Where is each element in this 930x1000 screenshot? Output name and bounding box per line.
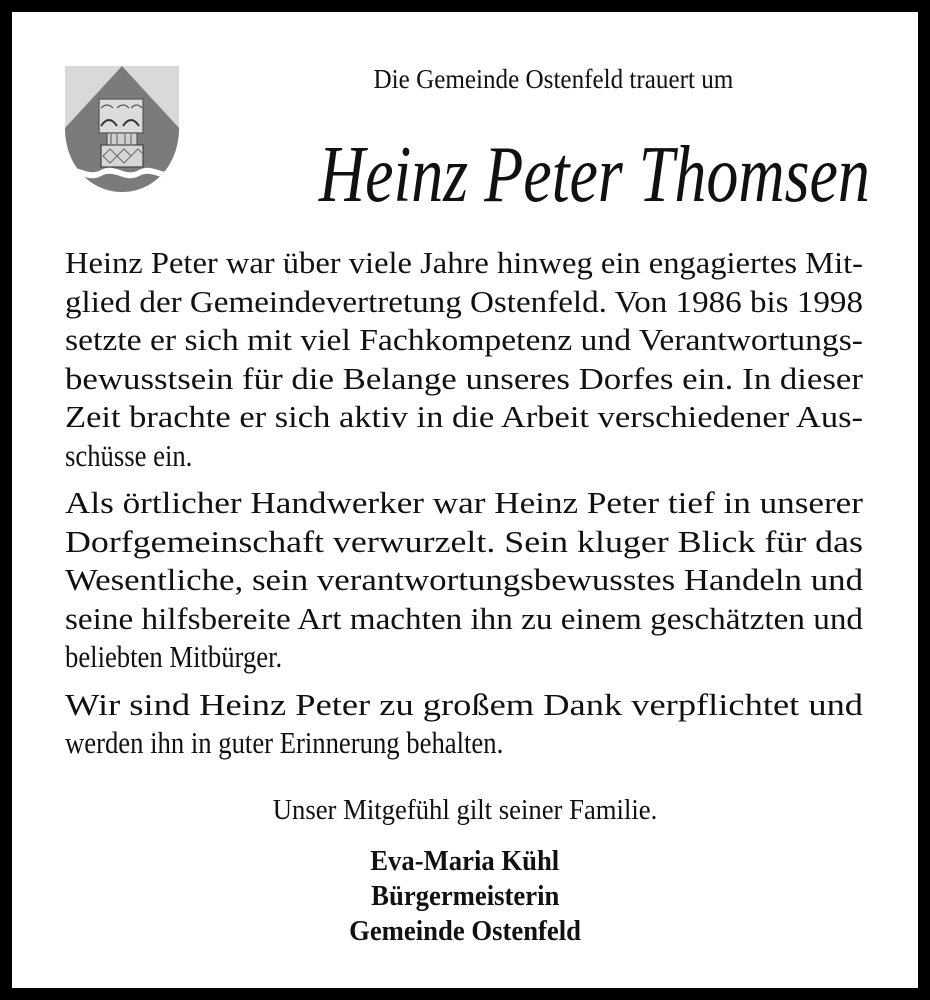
text-line: Als örtlicher Handwerker war Heinz Peter tief in unserer bbox=[65, 485, 863, 520]
text-line: bewusstsein für die Belange unseres Dorfes ein. In dieser bbox=[65, 360, 863, 396]
deceased-name bbox=[250, 130, 870, 220]
paragraph-1 bbox=[65, 244, 863, 475]
coat-of-arms-icon bbox=[65, 66, 179, 192]
tribute-text bbox=[65, 244, 863, 772]
deceased-name-text: Heinz Peter Thomsen bbox=[318, 131, 870, 219]
condolence-text: Unser Mitgefühl gilt seiner Familie. bbox=[272, 794, 658, 826]
text-line: werden ihn in guter Erinnerung behalten. bbox=[65, 725, 504, 760]
text-line: Wir sind Heinz Peter zu großem Dank verpflichtet und bbox=[65, 686, 864, 722]
paragraph-2 bbox=[65, 484, 863, 677]
text-line: beliebten Mitbürger. bbox=[65, 639, 283, 674]
text-line: setzte er sich mit viel Fachkompetenz und Verantwortungs- bbox=[65, 322, 864, 357]
text-line: Heinz Peter war über viele Jahre hinweg ein engagiertes Mit- bbox=[65, 245, 863, 280]
text-line: schüsse ein. bbox=[65, 437, 193, 473]
signature-block bbox=[12, 844, 918, 949]
text-line: Wesentliche, sein verantwortungsbewusstes Handeln und bbox=[65, 562, 864, 597]
text-line: Dorfgemeinschaft verwurzelt. Sein kluger Blick für das bbox=[65, 523, 863, 559]
text-line: seine hilfsbereite Art machten ihn zu einem geschätzten und bbox=[65, 600, 864, 636]
intro-text: Die Gemeinde Ostenfeld trauert um bbox=[373, 64, 733, 94]
condolence-line bbox=[12, 792, 918, 828]
paragraph-3 bbox=[65, 686, 863, 763]
signatory-title: Bürgermeisterin bbox=[370, 880, 560, 912]
signatory-name: Eva-Maria Kühl bbox=[370, 845, 560, 877]
text-line: Zeit brachte er sich aktiv in die Arbeit verschiedener Aus- bbox=[65, 399, 864, 434]
text-line: glied der Gemeindevertretung Ostenfeld. Von 1986 bis 1998 bbox=[65, 283, 863, 319]
obituary-notice bbox=[12, 12, 918, 988]
signatory-organization: Gemeinde Ostenfeld bbox=[349, 915, 581, 947]
intro-line bbox=[252, 62, 854, 96]
